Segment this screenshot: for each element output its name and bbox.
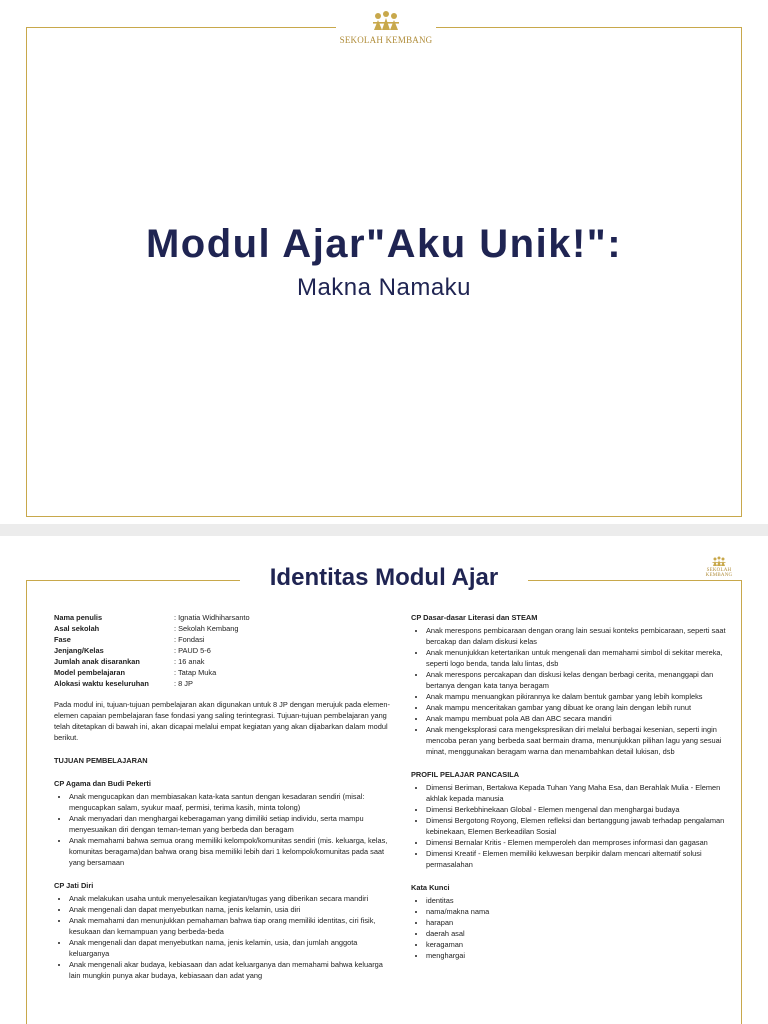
identity-key: Jenjang/Kelas	[54, 646, 104, 655]
identity-key: Alokasi waktu keseluruhan	[54, 679, 149, 688]
list-item: • Anak memahami bahwa semua orang memiliki kelompok/komunitas sendiri (mis. keluarga, kelas, komunitas beragama)dan bahwa orang bisa memiliki lebih dari 1 kelompok/komunitas pada saat yang bersamaan	[69, 835, 394, 868]
brand-logo-small	[694, 556, 744, 578]
left-column	[54, 612, 394, 981]
identity-row	[54, 634, 250, 645]
intro-paragraph: Pada modul ini, tujuan-tujuan pembelajaran akan digunakan untuk 8 JP dengan merujuk pada elemen-elemen capaian pembelajaran fase fondasi yang saling terintegrasi. Tujuan-tujuan pembelajaran yang telah ditetapkan di bawah ini, akan dicapai melalui empat kegiatan yang akan dijabarkan dalam modul berikut.	[54, 700, 390, 742]
cp-steam-list	[411, 625, 727, 757]
list-item: • Dimensi Kreatif - Elemen memiliki keluwesan berpikir dalam mencari alternatif solusi permasalahan	[426, 848, 727, 870]
three-children-logo-icon	[711, 556, 727, 568]
list-item: • Anak mengucapkan dan membiasakan kata-kata santun dengan kesadaran sendiri (misal: mengucapkan salam, syukur maaf, permisi, terima kasih, minta tolong)	[69, 791, 394, 813]
identity-row	[54, 678, 250, 689]
list-item: • Anak merespons percakapan dan diskusi kelas dengan berbagi cerita, menanggapi dan bertanya dengan kata tanya beragam	[426, 669, 727, 691]
identity-row	[54, 667, 250, 678]
identity-value: : Ignatia Widhiharsanto	[174, 613, 250, 622]
section-heading-cp-agama: CP Agama dan Budi Pekerti	[54, 779, 151, 788]
right-column	[411, 612, 727, 961]
list-item: • Dimensi Berkebhinekaan Global - Elemen mengenal dan menghargai budaya	[426, 804, 727, 815]
list-item: • Anak menunjukkan ketertarikan untuk mengenali dan memahami simbol di sekitar mereka, seperti logo benda, tanda lalu lintas, dsb	[426, 647, 727, 669]
list-item: • Anak memahami dan menunjukkan pemahaman bahwa tiap orang memiliki identitas, ciri fisik, kesukaan dan kemampuan yang berbeda-beda	[69, 915, 394, 937]
brand-name: SEKOLAH KEMBANG	[339, 35, 433, 45]
list-item: • nama/makna nama	[426, 906, 727, 917]
identity-row	[54, 612, 250, 623]
list-item: • daerah asal	[426, 928, 727, 939]
list-item: • identitas	[426, 895, 727, 906]
list-item: • Anak mampu menuangkan pikirannya ke dalam bentuk gambar yang lebih kompleks	[426, 691, 727, 702]
list-item: • Anak mengeksplorasi cara mengekspresikan diri melalui berbagai kesenian, seperti ingin mencoba peran yang berbeda saat bermain drama, menunjukkan pilihan lagu yang sesuai minat, menggunakan beragam warna dan menambahkan detail lukisan, dsb	[426, 724, 727, 757]
identity-row	[54, 645, 250, 656]
list-item: • Dimensi Bergotong Royong, Elemen refleksi dan bertanggung jawab terhadap pengalaman kebinekaan, Elemen Berkeadilan Sosial	[426, 815, 727, 837]
section-heading-profil-pancasila: PROFIL PELAJAR PANCASILA	[411, 770, 520, 779]
identity-key: Nama penulis	[54, 613, 103, 622]
list-item: • Dimensi Beriman, Bertakwa Kepada Tuhan Yang Maha Esa, dan Berahlak Mulia - Elemen akhlak kepada manusia	[426, 782, 727, 804]
section-heading-cp-jati-diri: CP Jati Diri	[54, 881, 94, 890]
cp-agama-list	[54, 791, 394, 868]
list-item: • Anak mampu menceritakan gambar yang dibuat ke orang lain dengan lebih runut	[426, 702, 727, 713]
identity-value: : Tatap Muka	[174, 668, 217, 677]
identity-value: : 8 JP	[174, 679, 193, 688]
list-item: • Anak mengenali dan dapat menyebutkan nama, jenis kelamin, usia diri	[69, 904, 394, 915]
identity-table	[54, 612, 250, 689]
section-heading-kata-kunci: Kata Kunci	[411, 883, 450, 892]
list-item: • Dimensi Bernalar Kritis - Elemen memperoleh dan memproses informasi dan gagasan	[426, 837, 727, 848]
cp-jati-diri-list	[54, 893, 394, 981]
list-item: • Anak mengenali dan dapat menyebutkan nama, jenis kelamin, usia, dan jumlah anggota keluarganya	[69, 937, 394, 959]
section-heading-tujuan: TUJUAN PEMBELAJARAN	[54, 756, 148, 765]
identity-value: : PAUD 5-6	[174, 646, 211, 655]
identity-key: Fase	[54, 635, 71, 644]
identity-key: Model pembelajaran	[54, 668, 126, 677]
cover-frame	[26, 27, 742, 517]
section-heading-cp-steam: CP Dasar-dasar Literasi dan STEAM	[411, 613, 538, 622]
page-title: Identitas Modul Ajar	[240, 564, 528, 592]
brand-name: SEKOLAH KEMBANG	[705, 568, 733, 578]
cover-title: Modul Ajar"Aku Unik!":	[145, 222, 623, 266]
list-item: • Anak mengenali akar budaya, kebiasaan dan adat keluarganya dan memahami bahwa keluarga lain mungkin punya akar budaya, kebiasaan dan adat yang	[69, 959, 394, 981]
list-item: • keragaman	[426, 939, 727, 950]
list-item: • Anak menyadari dan menghargai keberagaman yang dimiliki setiap individu, serta mampu menyesuaikan diri dengan teman-teman yang berbeda dan beragam	[69, 813, 394, 835]
identity-value: : Sekolah Kembang	[174, 624, 239, 633]
list-item: • menghargai	[426, 950, 727, 961]
identity-value: : Fondasi	[174, 635, 205, 644]
identity-key: Jumlah anak disarankan	[54, 657, 140, 666]
profil-pancasila-list	[411, 782, 727, 870]
list-item: • harapan	[426, 917, 727, 928]
list-item: • Anak melakukan usaha untuk menyelesaikan kegiatan/tugas yang diberikan secara mandiri	[69, 893, 394, 904]
brand-logo	[336, 10, 436, 45]
kata-kunci-list	[411, 895, 727, 961]
list-item: • Anak merespons pembicaraan dengan orang lain sesuai konteks pembicaraan, seperti saat bercakap dan dalam diskusi kelas	[426, 625, 727, 647]
identity-key: Asal sekolah	[54, 624, 100, 633]
identity-row	[54, 623, 250, 634]
identity-value: : 16 anak	[174, 657, 205, 666]
cover-subtitle: Makna Namaku	[296, 274, 472, 301]
identity-page	[0, 536, 768, 1024]
three-children-logo-icon	[371, 10, 401, 34]
list-item: • Anak mampu membuat pola AB dan ABC secara mandiri	[426, 713, 727, 724]
identity-row	[54, 656, 250, 667]
